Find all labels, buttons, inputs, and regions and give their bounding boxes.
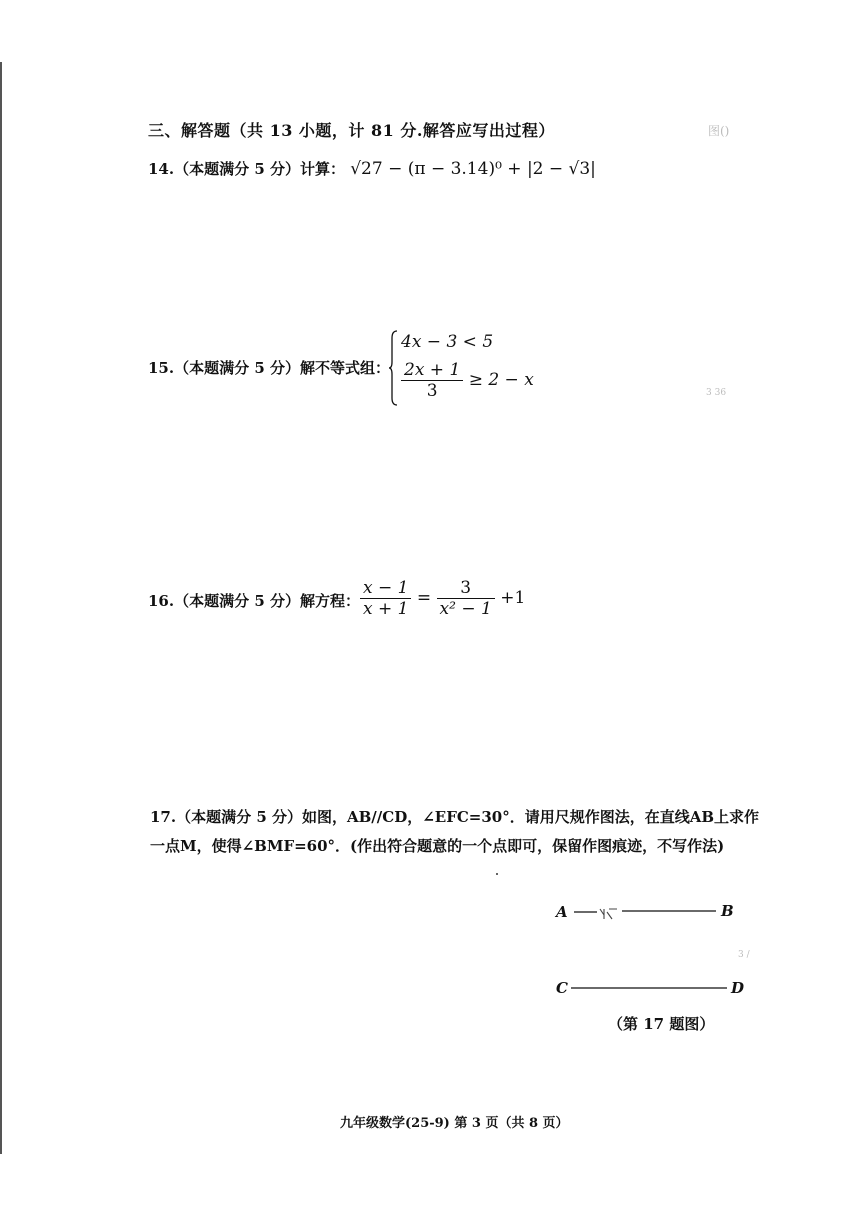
equals-sign: = bbox=[416, 588, 432, 608]
lhs-numerator: x − 1 bbox=[360, 578, 411, 599]
rhs-tail: +1 bbox=[500, 588, 526, 608]
stray-dot bbox=[496, 873, 498, 875]
question-17-line-1: 17.（本题满分 5 分）如图，AB//CD，∠EFC=30°．请用尺规作图法，在直线AB上求作 bbox=[150, 808, 760, 826]
figure-17-caption: （第 17 题图） bbox=[608, 1015, 715, 1033]
margin-scribble: 3 / bbox=[738, 950, 750, 960]
lhs-denominator: x + 1 bbox=[363, 599, 409, 619]
section-title: 三、解答题（共 13 小题，计 81 分.解答应写出过程） bbox=[148, 121, 555, 140]
question-15-label: 15.（本题满分 5 分）解不等式组： bbox=[148, 359, 390, 377]
question-16-label: 16.（本题满分 5 分）解方程： bbox=[148, 592, 360, 610]
point-b-label: B bbox=[721, 902, 734, 920]
inequality-1: 4x − 3 < 5 bbox=[401, 332, 494, 352]
margin-scribble: 图() bbox=[708, 124, 730, 138]
point-c-label: C bbox=[556, 979, 568, 997]
point-d-label: D bbox=[731, 979, 745, 997]
question-14-expression: √27 − (π − 3.14)⁰ + |2 − √3| bbox=[350, 159, 596, 179]
inequality-2-numerator: 2x + 1 bbox=[401, 360, 463, 381]
rhs-denominator: x² − 1 bbox=[439, 599, 492, 619]
inequality-2-rhs: ≥ 2 − x bbox=[468, 370, 534, 390]
question-17-line-2: 一点M，使得∠BMF=60°．(作出符合题意的一个点即可，保留作图痕迹，不写作法) bbox=[150, 837, 725, 855]
inequality-2-denominator: 3 bbox=[426, 381, 438, 401]
rhs-numerator: 3 bbox=[437, 578, 495, 599]
construction-marks bbox=[600, 909, 617, 919]
point-a-label: A bbox=[556, 903, 568, 921]
page-footer: 九年级数学(25-9) 第 3 页（共 8 页） bbox=[340, 1116, 569, 1131]
margin-scribble: 3 36 bbox=[706, 388, 727, 398]
question-14-label: 14.（本题满分 5 分）计算： bbox=[148, 160, 345, 178]
